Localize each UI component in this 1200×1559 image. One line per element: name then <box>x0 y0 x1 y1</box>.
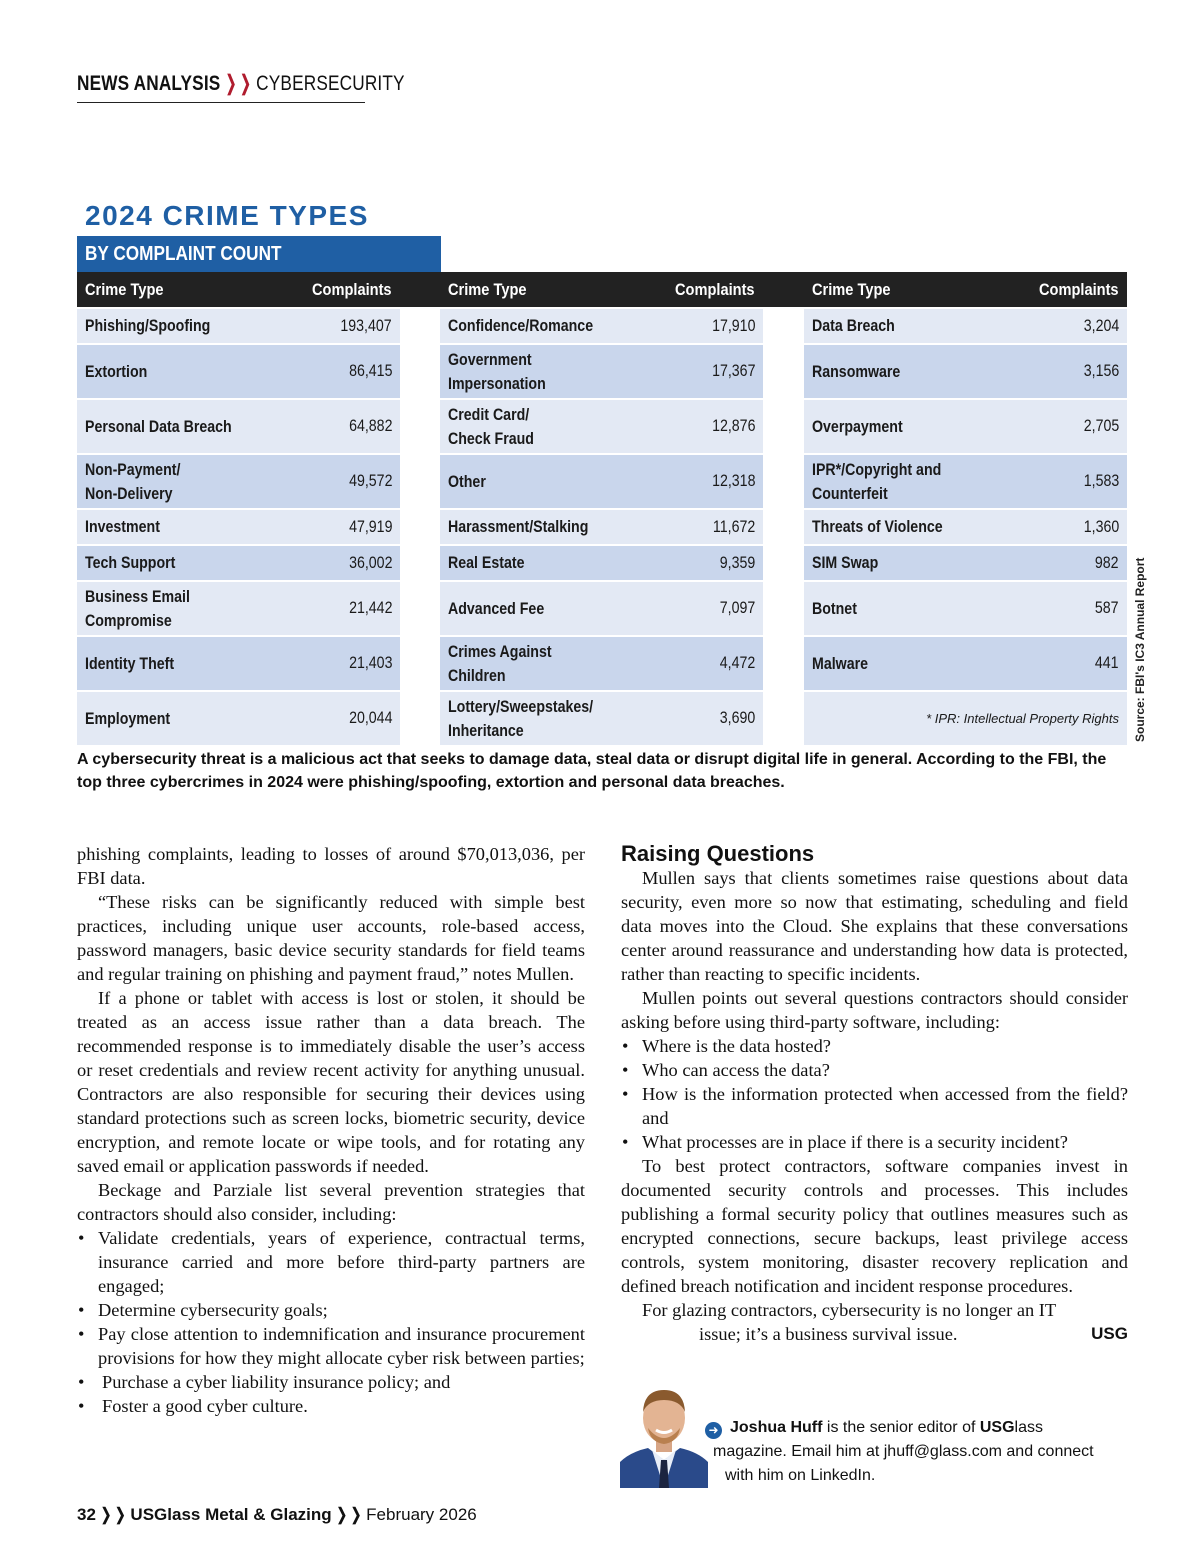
paragraph: Mullen says that clients sometimes raise questions about data security, even more so now that estimating, scheduling and field data moves into the Cloud. She explains that these conversations center around reassurance and understanding how data is protected, rather than reacting to specific incidents. <box>621 868 1128 984</box>
crime-type: Personal Data Breach <box>85 417 232 436</box>
table-row <box>440 582 763 635</box>
table-row <box>804 400 1127 453</box>
complaint-count: 17,910 <box>711 316 755 335</box>
header-crime-type: Crime Type <box>812 279 891 299</box>
bio-line-3: with him on LinkedIn. <box>725 1467 876 1484</box>
table-row <box>77 692 400 745</box>
complaint-count: 86,415 <box>348 362 392 380</box>
paragraph: For glazing contractors, cybersecurity is no longer an IT <box>642 1300 1057 1320</box>
table-title: 2024 CRIME TYPES <box>85 200 369 231</box>
table-row <box>804 345 1127 398</box>
table-caption: A cybersecurity threat is a malicious act that seeks to damage data, steal data or disrupt digital life in general. According to the FBI, the top three cybercrimes in 2024 were phishing/spoofing, extortion and personal data breaches. <box>77 751 1107 791</box>
chevron-icon: ❭❭ <box>98 1505 128 1524</box>
list-item: • Who can access the data? <box>621 1058 1128 1082</box>
crime-type: Lottery/Sweepstakes/ Inheritance <box>448 697 594 740</box>
complaint-count: 441 <box>1095 654 1119 672</box>
complaint-count: 36,002 <box>348 553 392 572</box>
table-row <box>77 309 400 343</box>
page-number: 32 <box>77 1505 96 1524</box>
list-item: • Where is the data hosted? <box>621 1034 1128 1058</box>
crime-type: Investment <box>85 518 160 536</box>
prevention-list <box>77 1226 585 1418</box>
table-row <box>440 309 763 343</box>
complaint-count: 982 <box>1095 553 1119 572</box>
list-item: • Purchase a cyber liability insurance policy; and <box>77 1370 585 1394</box>
complaint-count: 1,583 <box>1083 472 1119 490</box>
crime-type: SIM Swap <box>812 554 879 572</box>
crime-type: Business Email Compromise <box>85 587 190 630</box>
author-photo <box>620 1380 708 1488</box>
table-column-2 <box>440 272 763 745</box>
complaint-count: 193,407 <box>340 316 392 335</box>
article-column-right <box>621 842 1128 1346</box>
table-row <box>440 400 763 453</box>
list-item: • Validate credentials, years of experience, contractual terms, insurance carried and more before third-party partners are engaged; <box>77 1226 585 1298</box>
page-footer <box>77 1505 477 1525</box>
complaint-count: 7,097 <box>719 599 755 617</box>
table-row <box>77 400 400 453</box>
author-bio <box>705 1416 1129 1488</box>
list-item: • Foster a good cyber culture. <box>77 1394 585 1418</box>
paragraph: To best protect contractors, software companies invest in documented security controls and processes. This includes publishing a formal security policy that outlines measures such as encrypted connections, secure backups, least privilege access controls, system monitoring, disaster recovery replication and defined breach notification and incident response procedures. <box>621 1156 1128 1296</box>
table-column-3 <box>804 272 1127 745</box>
complaint-count: 3,204 <box>1083 316 1119 335</box>
complaint-count: 47,919 <box>348 517 392 536</box>
table-row <box>804 582 1127 635</box>
complaint-count: 3,690 <box>719 709 755 727</box>
table-row <box>804 637 1127 690</box>
table-row <box>77 546 400 580</box>
table-header-row <box>804 272 1127 307</box>
table-row <box>440 510 763 544</box>
questions-list <box>621 1034 1128 1154</box>
table-row <box>77 582 400 635</box>
crime-type: Non-Payment/ Non-Delivery <box>85 460 181 503</box>
complaint-count: 20,044 <box>348 709 392 727</box>
complaint-count: 21,442 <box>348 599 392 617</box>
table-header-gap <box>763 272 804 307</box>
table-column-1 <box>77 272 400 745</box>
complaint-count: 17,367 <box>711 362 755 380</box>
crime-type: Extortion <box>85 362 148 381</box>
complaint-count: 3,156 <box>1083 362 1119 380</box>
header-complaints: Complaints <box>312 279 392 299</box>
crime-type: Advanced Fee <box>448 599 545 618</box>
table-header-row <box>77 272 400 307</box>
table-row <box>440 546 763 580</box>
table-row <box>804 455 1127 508</box>
arrow-right-icon: ➜ <box>705 1422 722 1439</box>
article-column-left <box>77 842 585 1418</box>
crime-type: Harassment/Stalking <box>448 518 589 536</box>
table-row <box>804 510 1127 544</box>
crime-type: Other <box>448 472 486 491</box>
paragraph: Beckage and Parziale list several prevention strategies that contractors should also consider, including: <box>77 1180 585 1224</box>
paragraph: phishing complaints, leading to losses of around $70,013,036, per FBI data. <box>77 844 585 888</box>
usg-signoff: USG <box>1091 1324 1128 1343</box>
crime-type: Credit Card/ Check Fraud <box>448 405 534 448</box>
crime-type: Government Impersonation <box>448 350 546 393</box>
table-header-row <box>440 272 763 307</box>
crime-type: IPR*/Copyright and Counterfeit <box>812 460 942 503</box>
table-row <box>77 345 400 398</box>
crime-type: Employment <box>85 709 171 728</box>
bio-line-1: ➜ Joshua Huff is the senior editor of USGlass <box>705 1416 1129 1440</box>
complaint-count: 9,359 <box>719 553 755 572</box>
bio-line-2: magazine. Email him at jhuff@glass.com and connect <box>713 1443 1094 1460</box>
header-crime-type: Crime Type <box>85 279 164 299</box>
complaint-count: 12,876 <box>711 417 755 435</box>
complaint-count: 64,882 <box>348 417 392 435</box>
issue-date: February 2026 <box>366 1505 477 1524</box>
table-row <box>440 692 763 745</box>
header-crime-type: Crime Type <box>448 279 527 299</box>
crime-type: Data Breach <box>812 317 895 335</box>
crime-type: Crimes Against Children <box>448 642 552 685</box>
paragraph: If a phone or tablet with access is lost or stolen, it should be treated as an access issue rather than a data breach. The recommended response is to immediately disable the user’s access or reset credentials and review recent activity for anything unusual. Contractors are also responsible for securing their devices using standard protections such as screen locks, biometric security, device encryption, and remote locate or wipe tools, and for rotating any saved email or application passwords if needed. <box>77 988 585 1176</box>
list-item: • How is the information protected when accessed from the field? and <box>621 1082 1128 1130</box>
table-header-gap <box>400 272 440 307</box>
author-name: Joshua Huff <box>730 1419 823 1436</box>
chevron-icon: ❭❭ <box>334 1505 364 1524</box>
complaint-count: 11,672 <box>712 517 755 536</box>
table-row <box>440 455 763 508</box>
section-heading: Raising Questions <box>621 841 815 866</box>
crime-type: Threats of Violence <box>812 518 943 536</box>
crime-type: Overpayment <box>812 417 903 436</box>
complaint-count: 2,705 <box>1083 417 1119 435</box>
author-portrait-image <box>620 1380 708 1488</box>
crime-type: Botnet <box>812 599 857 618</box>
crime-type: Phishing/Spoofing <box>85 317 211 335</box>
table-row <box>804 309 1127 343</box>
crime-type: Ransomware <box>812 362 901 381</box>
section-header <box>77 70 405 103</box>
table-row <box>440 637 763 690</box>
table-row <box>77 510 400 544</box>
table-subtitle: BY COMPLAINT COUNT <box>77 236 441 272</box>
table-row <box>804 546 1127 580</box>
table-row <box>77 455 400 508</box>
list-item: • Determine cybersecurity goals; <box>77 1298 585 1322</box>
crime-type: Malware <box>812 654 869 673</box>
closing-line: issue; it’s a business survival issue. USG <box>699 1324 1128 1344</box>
complaint-count: 1,360 <box>1083 517 1119 536</box>
crime-type: Real Estate <box>448 554 525 572</box>
magazine-name: USGlass Metal & Glazing <box>130 1505 332 1524</box>
complaint-count: 49,572 <box>348 472 392 490</box>
table-row <box>77 637 400 690</box>
footnote: * IPR: Intellectual Property Rights <box>926 711 1119 726</box>
complaint-count: 21,403 <box>348 654 392 672</box>
complaint-count: 4,472 <box>719 654 755 672</box>
paragraph: “These risks can be significantly reduced with simple best practices, including unique user accounts, role-based access, password managers, basic device security standards for field teams and regular training on phishing and payment fraud,” notes Mullen. <box>77 892 585 984</box>
complaint-count: 587 <box>1095 599 1119 617</box>
list-item: • What processes are in place if there is a security incident? <box>621 1130 1128 1154</box>
crime-type: Identity Theft <box>85 654 175 673</box>
header-complaints: Complaints <box>1039 279 1119 299</box>
crime-type: Confidence/Romance <box>448 317 594 335</box>
list-item: • Pay close attention to indemnification and insurance procurement provisions for how they might allocate cyber risk between parties; <box>77 1322 585 1370</box>
complaint-count: 12,318 <box>711 472 755 490</box>
paragraph: Mullen points out several questions contractors should consider asking before using third-party software, including: <box>621 988 1128 1032</box>
section-label: NEWS ANALYSIS ❭❭ CYBERSECURITY <box>77 72 405 95</box>
table-row <box>440 345 763 398</box>
brand-bold: USG <box>979 1419 1015 1436</box>
table-footnote-row <box>804 692 1127 745</box>
crime-type: Tech Support <box>85 554 176 572</box>
header-complaints: Complaints <box>675 279 755 299</box>
source-credit: Source: FBI's IC3 Annual Report <box>1133 557 1147 742</box>
